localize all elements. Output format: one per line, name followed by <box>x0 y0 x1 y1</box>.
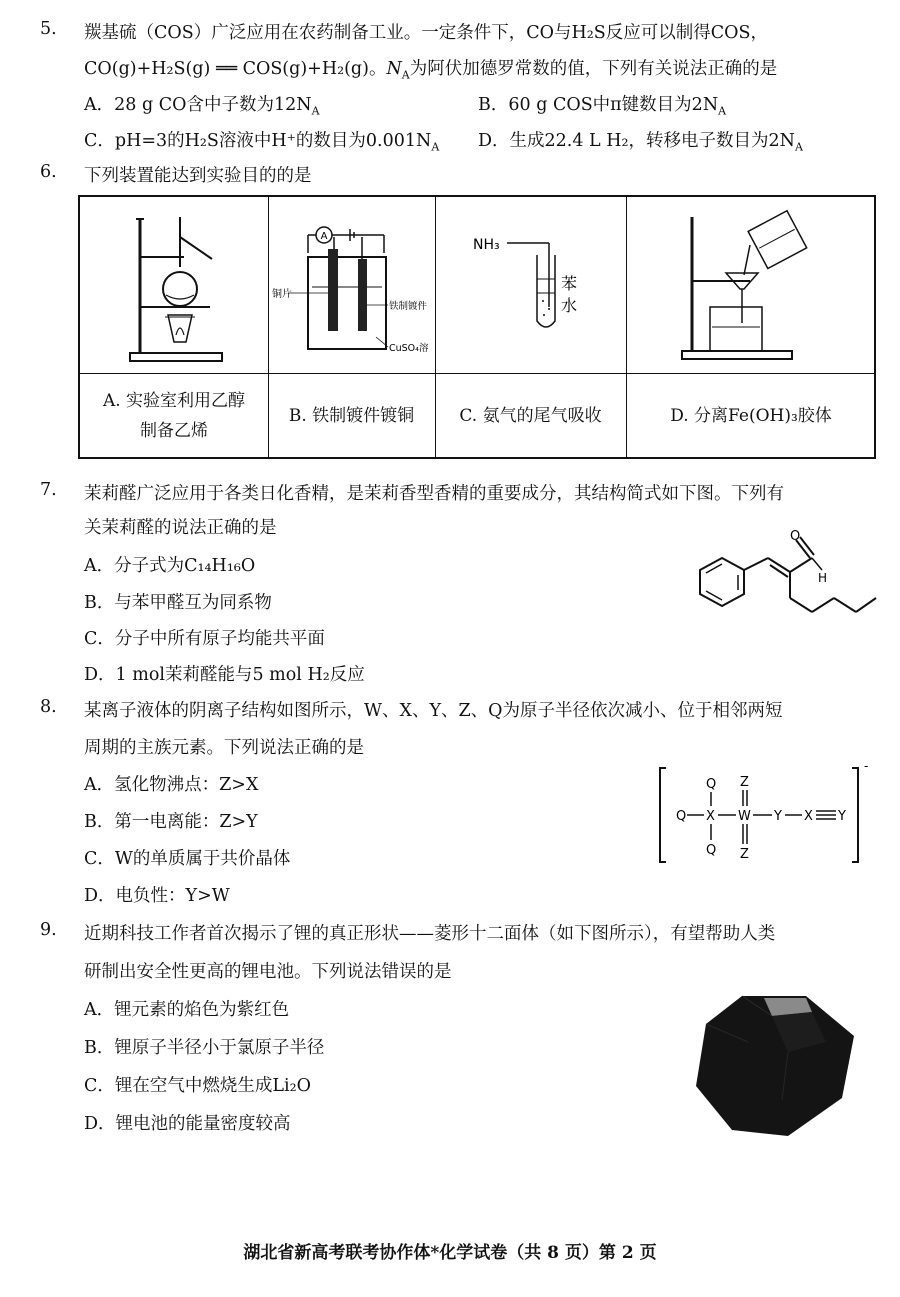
q8-option-d: D．电负性：Y>W <box>84 886 230 906</box>
q8-option-a: A．氢化物沸点：Z>X <box>84 775 259 795</box>
q9-option-a: A．锂元素的焰色为紫红色 <box>84 1000 290 1020</box>
q5-line1: 羰基硫（COS）广泛应用在农药制备工业。一定条件下，CO与H₂S反应可以制得COS， <box>84 23 768 43</box>
q7-number: 7. <box>40 480 57 500</box>
caption-a: A. 实验室利用乙醇制备乙烯 <box>102 391 246 441</box>
rhombic-dodecahedron-image <box>692 990 858 1140</box>
ammeter-label: A <box>320 231 328 242</box>
q7-option-a: A．分子式为C₁₄H₁₆O <box>84 556 256 576</box>
q8-line2: 周期的主族元素。下列说法正确的是 <box>84 738 364 758</box>
atom-w: W <box>738 809 751 824</box>
benzene-label: 苯 <box>561 274 578 293</box>
atom-y-middle: Y <box>774 809 782 824</box>
ammonia-absorption-diagram <box>435 197 626 373</box>
caption-b: B. 铁制镀件镀铜 <box>288 406 415 427</box>
q6-number: 6. <box>40 162 57 182</box>
filtration-diagram <box>626 197 876 373</box>
atom-h-label: H <box>818 571 828 585</box>
q7-line1: 茉莉醛广泛应用于各类日化香精，是茉莉香型香精的重要成分，其结构简式如下图。下列有 <box>84 484 784 504</box>
table-divider <box>80 373 874 374</box>
q9-line2: 研制出安全性更高的锂电池。下列说法错误的是 <box>84 962 452 982</box>
q8-option-b: B．第一电离能：Z>Y <box>84 812 258 832</box>
q8-line1: 某离子液体的阴离子结构如图所示，W、X、Y、Z、Q为原子半径依次减小、位于相邻两短 <box>84 701 783 721</box>
q9-line1: 近期科技工作者首次揭示了锂的真正形状——菱形十二面体（如下图所示），有望帮助人类 <box>84 924 776 944</box>
water-label: 水 <box>561 296 578 315</box>
nh3-label: NH₃ <box>473 237 500 253</box>
q5-option-d: D．生成22.4 L H₂，转移电子数目为$2N_A$ <box>478 131 803 154</box>
q7-line2: 关茉莉醛的说法正确的是 <box>84 518 277 538</box>
q5-option-b: B．60 g COS中π键数目为$2N_A$ <box>478 95 727 118</box>
atom-q-left: Q <box>676 809 687 824</box>
q7-option-b: B．与苯甲醛互为同系物 <box>84 593 272 613</box>
atom-o-label: O <box>790 529 801 544</box>
atom-z-bottom: Z <box>740 847 749 862</box>
q5-option-c: C．pH=3的H₂S溶液中H⁺的数目为$0.001N_A$ <box>84 131 440 154</box>
q5-line2-rest: 为阿伏加德罗常数的值，下列有关说法正确的是 <box>409 59 778 79</box>
jasminaldehyde-structure <box>670 528 880 640</box>
q6-stem: 下列装置能达到实验目的的是 <box>84 166 312 186</box>
q8-number: 8. <box>40 697 57 717</box>
copper-plate-label: 铜片 <box>272 289 292 300</box>
cuso4-label: CuSO₄溶 <box>389 343 429 354</box>
q5-na-sub: A <box>401 68 410 82</box>
iron-part-label: 铁制镀件 <box>389 301 428 312</box>
q5-line2 <box>84 55 777 82</box>
atom-q-top: Q <box>706 777 717 792</box>
caption-d: D. 分离Fe(OH)₃胶体 <box>670 406 832 427</box>
caption-c: C. 氨气的尾气吸收 <box>459 406 602 427</box>
atom-z-top: Z <box>740 775 749 790</box>
q7-option-c: C．分子中所有原子均能共平面 <box>84 629 325 649</box>
apparatus-table <box>78 195 876 459</box>
ethylene-apparatus-diagram <box>80 197 268 373</box>
q5-na: N <box>386 59 402 79</box>
q5-equation: CO(g)+H₂S(g) ══ COS(g)+H₂(g)。 <box>84 59 387 79</box>
q7-option-d: D．1 mol茉莉醛能与5 mol H₂反应 <box>84 665 365 685</box>
q5-number: 5. <box>40 19 57 39</box>
q8-option-c: C．W的单质属于共价晶体 <box>84 849 291 869</box>
atom-q-bottom: Q <box>706 843 717 858</box>
anion-structure <box>656 762 872 866</box>
electroplating-diagram <box>268 197 435 373</box>
atom-y-right: Y <box>838 809 846 824</box>
atom-x-right: X <box>804 809 813 824</box>
q9-option-b: B．锂原子半径小于氯原子半径 <box>84 1038 325 1058</box>
q9-number: 9. <box>40 920 57 940</box>
atom-x-left: X <box>706 809 715 824</box>
charge-label: - <box>864 762 869 773</box>
page-footer: 湖北省新高考联考协作体*化学试卷（共 8 页）第 2 页 <box>243 1243 657 1263</box>
q5-option-a: A．28 g CO含中子数为$12N_A$ <box>84 95 320 118</box>
q9-option-d: D．锂电池的能量密度较高 <box>84 1114 291 1134</box>
q9-option-c: C．锂在空气中燃烧生成Li₂O <box>84 1076 311 1096</box>
